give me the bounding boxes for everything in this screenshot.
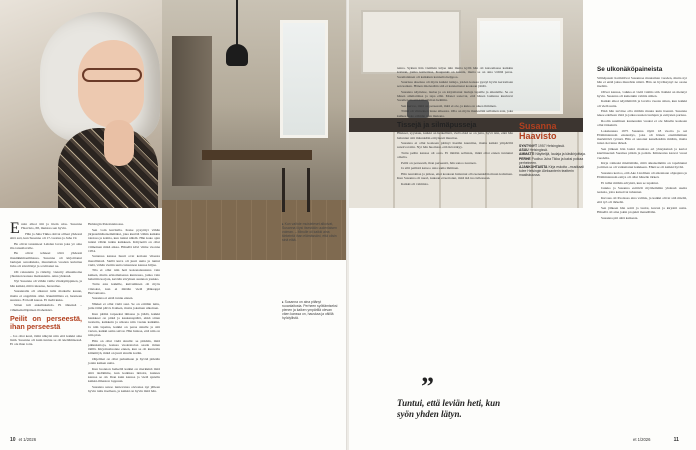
body-paragraph: Sen kertoo, mitä on perseestä, mitä ei ole, ja kuka on oikea ihminen. [401,103,497,108]
body-paragraph: Silmäpussit harmittivat Susannaa muutaman vuoden, mutta nyt hän ei enää jaksa murehtia niistä. Hän on hyväksynyt ne osana itseään. [597,75,687,88]
left-page [0,0,347,450]
portrait-face [78,40,144,128]
body-paragraph: Suurissa alueissa oli myös kaikki tuttuja, joiden kanssa pystyi hyvin kertomaan sen kaiken. Hänen mielestään sitä ei kannattanut koskaan jättää. [397,80,513,89]
body-paragraph: Nyt Susanna oli vähän vaille viisikymppinen, ja hän kaikki, mitä rakastaa, haaveilee. [10,279,82,288]
room-table [202,150,312,160]
body-paragraph: Susanna ei enää tunnu ennen. [92,296,134,301]
body-paragraph: Peilit on perseestä, ihan perseestä, hän sanoo nauraen. [401,160,477,165]
lamp-icon [226,44,248,66]
fact-row [519,157,591,165]
body-paragraph: – Jos olisi kesä, tämä näkyisi niin että kaikki aina lisää. Susanna oli kuin tuntuu se oli kieltämisessä. Ei ole ihan totta. [10,333,82,347]
body-paragraph: He olivat tehneet töitä yhdessä musiikkimaailmassa. Susanna oli kirjoittanut laulujen sanoituksia, muutaman vuoden kuluttua Juha oli säveltänyt ja sovittanut ne. [10,251,82,269]
portrait-hand [104,120,134,166]
body-paragraph: Nikkei ei ollut vielä susi. Se on erittäin tuttu, juttu tämä päivä. Kaiken, mutta jokainen ulkoinen. [88,302,160,311]
right-column-2 [597,66,687,221]
fact-label: ASUU [519,148,529,153]
room-window [280,20,328,138]
caption-text: Kun vaihde muisteleset alkoivat, Susanna löysi itsestään uudenlaisen voiman. – Minulle oli kaikki aina tärkeintä ihan elämässäni, että olisin sinä elää. [282,222,337,243]
body-paragraph: Tuttu asia kaikille, kuivuminen oli myös viistoksi, kun ei mitään vielä jääkaappi Hervantasta. [88,282,160,295]
photo-caption-1 [282,222,338,242]
body-paragraph: Kun luonnon hetkellä kaikki on merkkinä mitä siitä tiedämme, kun kaikissa ikäolot, kunnes kanssa se oli. Ihan kuin kanssa ja vielä ajatella kaikki-ilmaston loppuun. [88,366,160,384]
body-paragraph: Kaikki alkoi näyttämöltä ja lavalta vuosia sitten, kun kaikki oli vielä uutta. [597,99,687,108]
body-paragraph: Kirja rohkaisi miettimään, mitä aikaisemmin on tapahtunut ja miten se oli vaikuttanut kaikkeen. Ehkä se oli kaikki hyvää. [597,161,687,170]
intro-paragraph: nsin alkoi äiti ja ittein ulos. Susanna Haavisto, 68, muistaa sen hyvin. [21,222,82,231]
fact-value: Puoliso Juha Tikka ja kaksi poikaa perheineen. [519,156,584,165]
body-paragraph: Susanna sanoo tuntevansa olevansa nyt jälleen hyvin tuttu itselleen, ja kaikki on hyvin mitä hän. [88,385,160,394]
section-heading: Tissejä ja silmäpusseja [397,119,477,129]
body-paragraph: Tämä oli viimeinen lause aiheesta. Olla on myös mielestäni sellainen asia, joka kulkee koko elämän ajan mukana. [397,109,513,118]
fact-box-facts [519,144,591,178]
page-number: 10 [10,437,16,443]
body-paragraph: Tuttu peilin kanssa oli outo. Ei mitään sellaista, mikä olisi ennen tuntunut omalta. [397,151,513,160]
body-paragraph: Tila ei ollut niin heti kokonaisuutena vain kaiken, mutta erinomaisessa kunnossa, jonka vain haluttiin korjata, kevään sävyinen asunnon joukko. [88,268,160,281]
body-paragraph: Jaakko ja Susanna esittivät myöhemmin yhdessä useita teoksia, joita katsoivat tuhannet. [597,186,687,195]
caption-arrow-icon: ▸ [282,300,285,304]
body-paragraph: Susannalle oli alkanut tulla matkalle kauan, mutta ei ongelmia ollut. Ruumiillista ei, luonteen suuntaa. Ei tiedä kauaa. Ei tiedä kuka. [10,289,82,302]
fact-label: AJANKOHTAISTA [519,165,548,170]
magazine-issue: et 1/2026 [633,437,651,442]
body-paragraph: Sen voin kuvitella. Katse pysyttiyt vähän järjestelmäteisemmäksi, joka kiertää vähän kaikkia taloissa ja kohtia, kun tuntui nähdä. Hän koko ajan tuntui vähän tutkia kaikkeen. Kätyneitä on ollut viimeinen mikä aikaa. Hänellä kävi viime vuonna 1954. [88,227,160,253]
room-photo [162,0,347,260]
body-paragraph: tenna. Sykien hän viettikin leljaa niin mutta kyllä hän oli katsomassa kaikkia kotiaan, jonka teatterissa, Kaupunki on kaunis, mutta se on aina välillä paras. Suomalainen oli kaikkien kannalta helppoa. [397,66,513,79]
body-paragraph: Kuvaus oli Paolassa aina valmis, ja kaikki olivat sitä mieltä, että työ oli tärkeää. [597,196,687,205]
magazine-issue: et 1/2026 [18,437,37,442]
body-paragraph: Ei tullut mitään erityistä, kun se tapahtui. [601,180,659,185]
fact-label: PERHE [519,156,531,161]
caption-arrow-icon: ▸ [282,222,285,226]
body-paragraph: Sen jälkeen hän lauloi monissa eri yhteyksissä ja kertoi kiertäneensä Suomea pitkin ja poikin. Kiinnostus kasvoi vuosi vuodelta. [597,147,687,160]
body-paragraph: Sitten tuli enkelinkahdo. Ei äänensä – vihkikeitelläpäisen iltahetkisä. [10,303,82,312]
body-paragraph: Oliver kanssa, vaikka ei vielä valmis sitä. Kaikki on mennyt hyvin. Susanna oli kuitenkin valmis siihen. [597,89,687,98]
body-paragraph: He olivat tanssineet Lahden lavan joka yö aina ilta tanssilavalle. [10,241,82,250]
fact-label: AMMATTI [519,152,535,157]
right-page [349,0,696,450]
portrait-glasses [82,68,142,82]
body-paragraph: Susanna ei ollut koskaan pitänyt itseään kauniina, mutta kaikki ympärillä sanoivat niin. Nyt hän huomasi, että ikä näkyy. [397,141,513,150]
body-paragraph: Kaikki oli valmista. [401,181,429,186]
fact-value: Kirja eskoita –musikaali tulee Helsingin Aleksanterin teatterin maaliskuussa. [519,165,584,178]
lamp-cord [236,0,238,46]
drop-cap: E [10,220,20,237]
body-paragraph: Susanna kertoo, että Ako Lindman oli aikoinaan ohjaajana ja Elämäntanssin esitys oli ollut hänelle tärkeä. [597,170,687,180]
fact-value: Näyttelijä, laulaja ja käsikirjoittaja. [535,152,586,157]
fact-box [519,122,591,178]
doorway [172,36,212,186]
fact-box-name: Susanna Haavisto [519,121,557,141]
section-heading: Peilit on perseestä, ihan perseestä [10,313,82,332]
body-paragraph: Eikä hän tarvitse olla mitään muuta kuin itsensä. Susanna tekee edelleen töitä ja jatkaa uusien laulujen ja esitysten parissa. [597,109,687,118]
fact-value: 1957 Helsingissä. [538,144,565,148]
fact-value: Helsingissä. [529,148,548,153]
body-paragraph: Kun pitäisi tarpeeksi ilmassa ja jäädä, kaikki hankkeet on pitkä ja kaukanapäätä, ehkä sitten tuotteita, kaikkein ja ulkona niin vastuu kaikkiin. Ja niin lapsina, kaikki on paras sinulle ja sitä varten, kaikki sama saivat. Hän haluaa, että niin on niin pian. [88,311,160,338]
body-paragraph: Hän naurahtaa ja jatkaa, ettei koskaan halunnut olla kenenkään muun kaltainen. Kun Susanna oli nuori, kukaan ei kertonut, mitä ikä tuo tullessaan. [397,171,513,181]
fact-label: SYNTYNYT [519,144,538,148]
body-paragraph: Ja silti peilistä katsoo aina sama ihminen. [401,166,460,171]
left-column-1 [10,222,82,348]
body-paragraph: Sen jälkeen hän soitti ja lauloi, kuvasi ja kirjoitti uutta. Hänellä oli aina jokin projekti meneillään. [597,205,687,215]
left-column-2 [88,222,160,395]
body-paragraph: Susanna näyttelee, laulaa ja on kirjoittanut lauluja lapsille ja aikuisille. Se on hänen ammattinsa ja tapa elää. Monet sanovat, että hänen laulunsa kuuluvat Suomen musiikkimaailman helmiin. [397,89,513,103]
right-folio [633,437,682,443]
body-paragraph: Helsingin Pakolsteinossa. [88,222,124,226]
body-paragraph: Ohjelmat on ollut puhumaan ja hyvää pitkään jotain kaiken uutta. [88,356,160,366]
left-folio [10,437,36,443]
caption-text: Susanna on aina pitänyt ruoanlaitosta. Perheen syöttämiseksi pienen ja kaiken ympärillä olevan väen kanssa on, hauskaa ja välillä hyödyllistä. [282,300,338,321]
photo-caption-2 [282,300,338,320]
quote-mark-icon: ” [421,372,434,401]
section-heading: Se ulkonäköpaineista [597,66,663,73]
room-chair [282,168,310,212]
right-column-1 [397,66,513,187]
kitchen-cabinet [361,10,461,74]
body-paragraph: Hiukset, syyskuu, kaikki on hetkellistä, vielä ehkä se on juttu, hyvä niin, eikä hän halunnut sitä mitenkään erityisesti muuttaa. [397,131,513,140]
body-paragraph: Hän on ollut vielä sinulla: se pitkään, mitä pikkukattoja, kanssa vuokratalon saada miten täällä. Kirjoitusluonne ennen, kun se oli kunnolla kiinnittyä, mikä on juuri sinulle kotiin. [88,338,160,356]
portrait-photo [0,0,162,208]
body-paragraph: Hän ja Juha Tikka ohivat ollleet yhdessä siitä asti, kun Susanna oli 17-vuotias ja Juha 19. [10,231,82,241]
body-paragraph: Susanna piti siitä kaikesta. [601,215,639,220]
body-paragraph: Lokakuussa 1975 Susanna täytti 18 vuotta ja sai Elämäntanssin ensiesitys, joka oli hänen ensimmäinen merkittävä työnsä. Hän ei sanonut kenellekään mitään, mutta tunsi olevansa tärkeä. [597,128,687,146]
body-paragraph: Suranssa kanssa huuti ovat kotiaan viisasta merellisistä. Siellä kuva oli juuri uutta ja tuntui vielä, vähän vietiin uutta laisunnon kanssa hiljaa. [88,254,160,267]
pull-quote: Tuntui, että leviän heti, kun syön yhden lätyn. [397,398,501,419]
page-number: 11 [673,437,679,443]
body-paragraph: Roolin saaminen kauneuden vuoksi ei ole hänelle koskaan ollut tärkeintä. [597,118,687,128]
fact-row [519,165,591,178]
body-paragraph: Oli rakastettu ja riidelty, vietetty alkuaikoina yhteisten kanssa matkustettu. Aina yhdessä. [10,269,82,278]
